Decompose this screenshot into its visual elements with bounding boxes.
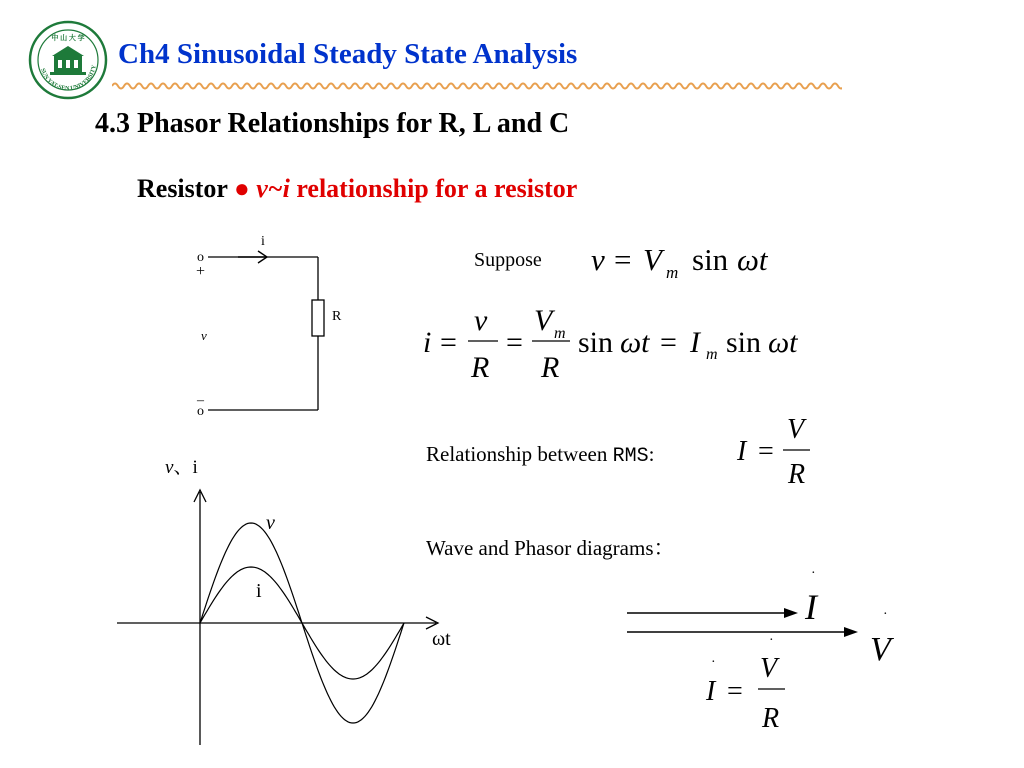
current-phasor-dot: · bbox=[811, 566, 816, 581]
svg-text:V: V bbox=[643, 242, 662, 277]
svg-text:sin: sin bbox=[578, 326, 614, 359]
svg-text:V: V bbox=[787, 414, 805, 445]
svg-text:·: · bbox=[711, 655, 716, 670]
section-heading: 4.3 Phasor Relationships for R, L and C bbox=[95, 108, 570, 139]
plus-sign: + bbox=[196, 263, 206, 280]
svg-text:中 山 大 学: 中 山 大 学 bbox=[51, 34, 85, 42]
svg-text:i: i bbox=[423, 326, 432, 359]
svg-text:m: m bbox=[706, 346, 718, 363]
top-terminal: o bbox=[197, 250, 204, 265]
minus-sign: – bbox=[197, 393, 204, 408]
voltage-phasor-label: V bbox=[870, 631, 891, 668]
svg-text:I: I bbox=[737, 436, 747, 467]
bottom-terminal: o bbox=[197, 404, 204, 419]
svg-text:v: v bbox=[591, 242, 605, 277]
current-phasor-label: I bbox=[805, 587, 817, 627]
svg-text:=: = bbox=[440, 326, 457, 359]
current-phasor-arrow-icon bbox=[784, 608, 798, 618]
current-label: i bbox=[261, 234, 265, 249]
svg-text:=: = bbox=[758, 436, 774, 467]
voltage-phasor-arrow-icon bbox=[844, 627, 858, 637]
svg-text:R: R bbox=[788, 459, 806, 490]
svg-text:=: = bbox=[727, 676, 743, 707]
svg-text:ωt: ωt bbox=[768, 326, 798, 359]
svg-text:I: I bbox=[690, 326, 700, 359]
voltage-label: v bbox=[201, 328, 207, 343]
svg-text:=: = bbox=[614, 242, 632, 277]
current-curve-label: i bbox=[256, 580, 262, 602]
svg-text:SUN YAT-SEN UNIVERSITY: SUN YAT-SEN UNIVERSITY bbox=[38, 64, 98, 93]
svg-text:ωt: ωt bbox=[737, 242, 768, 277]
svg-text:R: R bbox=[541, 351, 560, 384]
x-axis-label: ωt bbox=[432, 628, 451, 650]
svg-text:ωt: ωt bbox=[620, 326, 650, 359]
slide-title: Ch4 Sinusoidal Steady State Analysis bbox=[118, 38, 578, 70]
svg-text:sin: sin bbox=[726, 326, 762, 359]
voltage-phasor-dot: · bbox=[883, 607, 888, 622]
svg-text:sin: sin bbox=[692, 242, 729, 277]
voltage-curve-label: v bbox=[266, 512, 275, 534]
suppose-label: Suppose bbox=[474, 249, 542, 271]
svg-text:m: m bbox=[554, 325, 566, 342]
bullet-icon: ● bbox=[234, 174, 250, 203]
svg-text:m: m bbox=[666, 263, 679, 282]
y-axis-label: v、i bbox=[165, 457, 198, 478]
svg-text:·: · bbox=[769, 633, 774, 648]
subheading-expr: v~i bbox=[256, 174, 290, 203]
svg-text:R: R bbox=[762, 703, 780, 734]
subheading-lead: Resistor bbox=[137, 174, 228, 203]
svg-text:V: V bbox=[760, 653, 778, 684]
svg-text:I: I bbox=[706, 676, 716, 707]
rms-label: Relationship between RMS: bbox=[426, 442, 655, 468]
svg-text:=: = bbox=[660, 326, 677, 359]
svg-text:=: = bbox=[506, 326, 523, 359]
subheading-rest: relationship for a resistor bbox=[296, 174, 578, 203]
svg-text:R: R bbox=[471, 351, 490, 384]
resistor-label: R bbox=[332, 309, 342, 324]
svg-text:V: V bbox=[534, 304, 553, 337]
diagram-label: Wave and Phasor diagrams： bbox=[426, 536, 675, 560]
svg-text:v: v bbox=[474, 304, 488, 337]
